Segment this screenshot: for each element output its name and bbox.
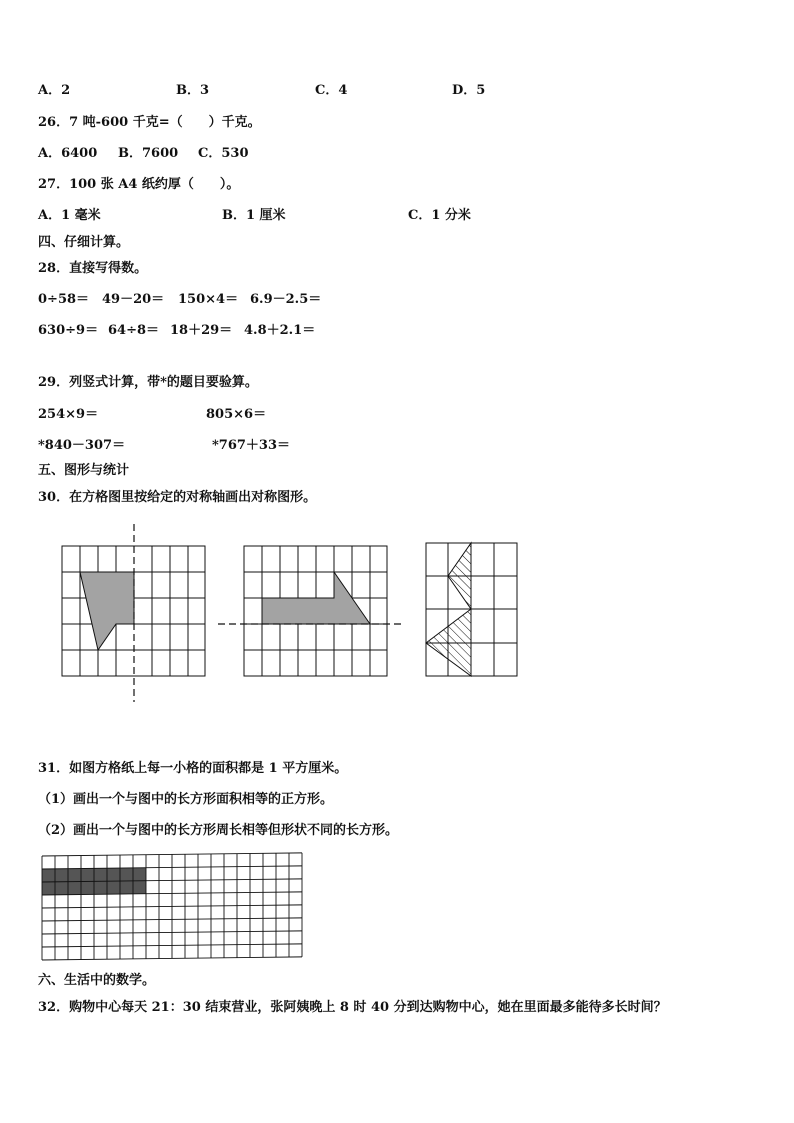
q31-sub-1: （1）画出一个与图中的长方形面积相等的正方形。: [38, 792, 334, 807]
q28-item: 4.8＋2.1＝: [244, 323, 316, 338]
q26-option-c: C．530: [198, 146, 249, 161]
q29-item: *840－307＝: [38, 438, 126, 453]
q26-stem: 26．7 吨-600 千克=（ ）千克。: [38, 115, 261, 130]
q28-item: 0÷58＝: [38, 292, 90, 307]
q30-stem: 30．在方格图里按给定的对称轴画出对称图形。: [38, 490, 317, 505]
q28-stem: 28．直接写得数。: [38, 261, 148, 276]
q27-option-c: C．1 分米: [408, 208, 471, 223]
q27-option-a: A．1 毫米: [38, 208, 101, 223]
q31-stem: 31．如图方格纸上每一小格的面积都是 1 平方厘米。: [38, 761, 348, 776]
q28-item: 150×4＝: [178, 292, 239, 307]
q25-option-c: C．4: [315, 83, 348, 98]
q28-item: 18＋29＝: [170, 323, 233, 338]
q29-stem: 29．列竖式计算，带*的题目要验算。: [38, 375, 258, 390]
q27-option-b: B．1 厘米: [222, 208, 286, 223]
section-5-title: 五、图形与统计: [38, 463, 130, 478]
q28-item: 630÷9＝: [38, 323, 99, 338]
q26-option-b: B．7600: [118, 146, 179, 161]
q32-stem: 32．购物中心每天 21：30 结束营业，张阿姨晚上 8 时 40 分到达购物中心，她在里面最多能待多长时间？: [38, 1000, 667, 1015]
section-6-title: 六、生活中的数学。: [38, 973, 156, 988]
q29-item: *767＋33＝: [212, 438, 291, 453]
q28-item: 6.9－2.5＝: [250, 292, 322, 307]
q29-item: 805×6＝: [206, 407, 267, 422]
q25-option-d: D．5: [452, 83, 486, 98]
section-4-title: 四、仔细计算。: [38, 235, 130, 250]
q28-item: 64÷8＝: [108, 323, 160, 338]
q25-option-a: A．2: [38, 83, 71, 98]
q25-option-b: B．3: [176, 83, 210, 98]
q27-stem: 27．100 张 A4 纸约厚（ ）。: [38, 177, 240, 192]
q26-option-a: A．6400: [38, 146, 98, 161]
q29-item: 254×9＝: [38, 407, 99, 422]
q31-sub-2: （2）画出一个与图中的长方形周长相等但形状不同的长方形。: [38, 823, 399, 838]
q28-item: 49－20＝: [102, 292, 165, 307]
